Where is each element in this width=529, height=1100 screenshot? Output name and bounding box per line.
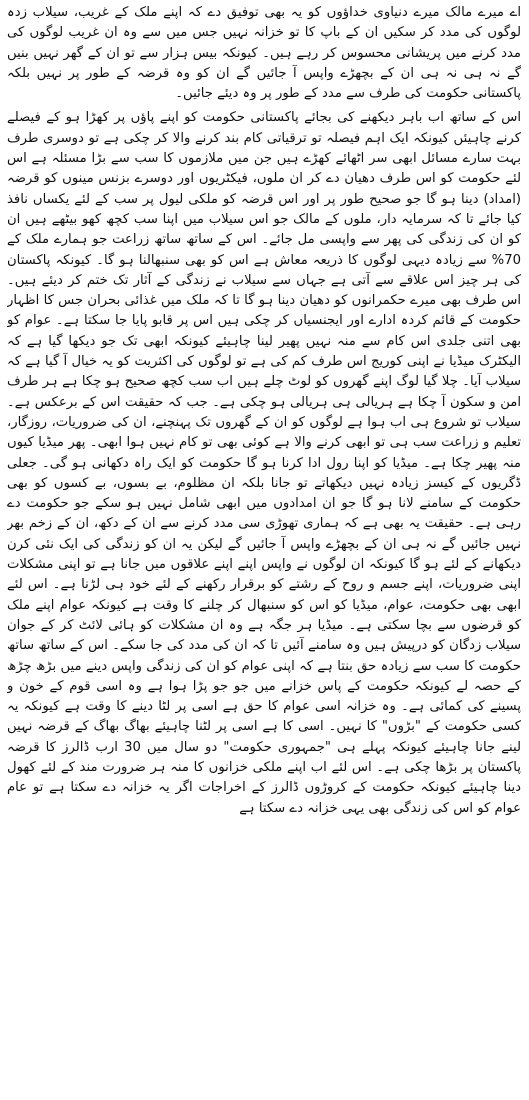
article-paragraph-1: اے میرے مالک میرے دنیاوی خداؤوں کو یہ بھی توفیق دے کہ اپنے ملک کے غریب، سیلاب زدہ لوگوں کی مدد کر سکیں ان کے باپ کا تو خزانہ نہیں جس میں سے وہ ان غریب لوگوں کی مدد کرنے میں پریشانی محسوس کر رہے ہیں۔ کیونکہ بیس ہزار سے تو ان کے گھر نہیں بنیں گے نہ ہی نہ ہی ان کے بچھڑے واپس آ جائیں گے ان کو وہ قرضہ کے طور پر نہیں بلکہ پاکستانی حکومت کی طرف سے مدد کے طور پر وہ دیئے جائیں۔ — [7, 5, 521, 102]
article-paragraph-2: اس کے ساتھ اب باہر دیکھنے کی بجائے پاکستانی حکومت کو اپنے پاؤں پر کھڑا ہو کے فیصلے کرنے چاہیئں کیونکہ ایک اہم فیصلہ تو ترقیاتی کام بند کرنے والا کر چکی ہے تو دوسری طرف بہت سارے مسائل ابھی سر اٹھائے کھڑے ہیں جن میں ملازموں کا سب سے بڑا مسئلہ ہے اس لئے حکومت کو اس طرف دھیان دے کر ان ملوں، فیکٹریوں اور دوسرے بزنس مینوں کو قرضہ (امداد) دینا ہو گا جو صحیح طور پر اور اس قرضہ کو ملکی لیول پر سب کے لئے یکساں نافذ کیا جائے تا کہ سرمایہ دار، ملوں کے مالک جو اس سیلاب میں اپنا سب کچھ کھو بیٹھے ہیں ان کو ان کی زندگی کی پھر سے واپسی مل جائے۔ اس کے ساتھ ساتھ زراعت جو ہمارے ملک کے 70% سے زیادہ دیہی لوگوں کا ذریعہ معاش ہے اس کو بھی سنبھالنا ہو گا۔ کیونکہ پاکستان کی ہر چیز اس علاقے سے آتی ہے جہاں سے سیلاب نے زندگی کے آثار تک ختم کر دیئے ہیں۔ اس طرف بھی میرے حکمرانوں کو دھیان دینا ہو گا تا کہ ملک میں غذائی بحران جس کا اظہار حکومت کے قائم کردہ ادارے اور ایجنسیاں کر چکی ہیں اس پر قابو پایا جا سکتا ہے۔ عوام کو بھی اتنی جلدی اس کام سے منہ نہیں پھیر لینا چاہیئے کیونکہ ابھی تک جو دیکھا گیا ہے کہ الیکٹرک میڈیا نے اپنی کوریج اس طرف کم کی ہے تو لوگوں کی اکثریت کو یہ خیال آ گیا ہے کہ سیلاب آیا۔ چلا گیا لوگ اپنے گھروں کو لوٹ چلے ہیں اب سب کچھ صحیح ہو چکا ہے ہر طرف امن و سکون آ چکا ہے ہریالی ہی ہریالی ہو چکی ہے۔ جب کہ حقیقت اس کے برعکس ہے۔ سیلاب تو شروع ہی اب ہوا ہے لوگوں کو ان کے گھروں تک پہنچنے، ان کی ضروریات، روزگار، تعلیم و زراعت سب ہی تو ابھی کرنے والا ہے کوئی بھی تو کام نہیں ہوا ابھی۔ پھر میڈیا کیوں منہ پھیر چکا ہے۔ میڈیا کو اپنا رول ادا کرنا ہو گا حکومت کو ایک راہ دکھانی ہو گی۔ جعلی ڈگریوں کے کیسز زیادہ نہیں دیکھاتے تو جانا بلکہ ان مظلوم، بے بسوں، بے کسوں کو بھی حکومت کے سامنے لانا ہو گا جو ان امدادوں میں ابھی شامل نہیں ہو سکے جو حکومت دے رہی ہے۔ حقیقت یہ بھی ہے کہ ہماری تھوڑی سی مدد کرنے سے ان کے دکھ، ان کے زخم بھر نہیں جائیں گے نہ ہی ان کے بچھڑے واپس آ جائیں گے لیکن یہ ان کو زندگی کی ایک نئی کرن دیکھانے کے لئے ہو گا کیونکہ ان لوگوں نے واپس اپنے اپنے علاقوں میں جانا ہے تو اپنی مشکلات اپنی ضروریات، اپنے جسم و روح کے رشتے کو برقرار رکھنے کے لئے خود ہی لڑنا ہے۔ اس لئے ابھی بھی حکومت، عوام، میڈیا کو اس کو سنبھال کر چلنے کا وقت ہے کیونکہ عوام اپنے ملک کو قرضوں سے بچا سکتی ہے۔ میڈیا ہر جگہ ہے وہ ان مشکلات کو ہائی لائٹ کر کے جوان سیلاب زدگان کو درپیش ہیں وہ سامنے آئیں تا کہ ان کی مدد کی جا سکے۔ اس کے ساتھ ساتھ حکومت کا سب سے زیادہ حق بنتا ہے کہ اپنی عوام کو ان کی زندگی واپس دینے میں بڑھ چڑھ کے حصہ لے کیونکہ حکومت کے پاس خزانے میں جو جو پڑا ہوا ہے وہ اسی قوم کے خون و پسینے کی کمائی ہے۔ وہ خزانہ اسی عوام کا حق ہے اسی پر لٹا دینے کا وقت ہے کیونکہ یہ کسی حکومت کے "بڑوں" کا نہیں۔ اسی کا ہے اسی پر لٹنا چاہیئے بھاگ بھاگ کے قرضہ نہیں لینے جانا چاہیئے کیونکہ پہلے ہی "جمہوری حکومت" دو سال میں 30 ارب ڈالرز کا قرضہ پاکستان پر بڑھا چکی ہے۔ اس لئے اب اپنے ملکی خزانوں کا منہ ہر ضرورت مند کے لئے کھول دینا چاہیئے کیونکہ حکومت کے کروڑوں ڈالرز کے اخراجات اگر یہ خزانہ دے سکتا ہے تو عام عوام کو اس کی زندگی بھی یہی خزانہ دے سکتا ہے — [7, 110, 521, 816]
article-body — [7, 3, 521, 1097]
